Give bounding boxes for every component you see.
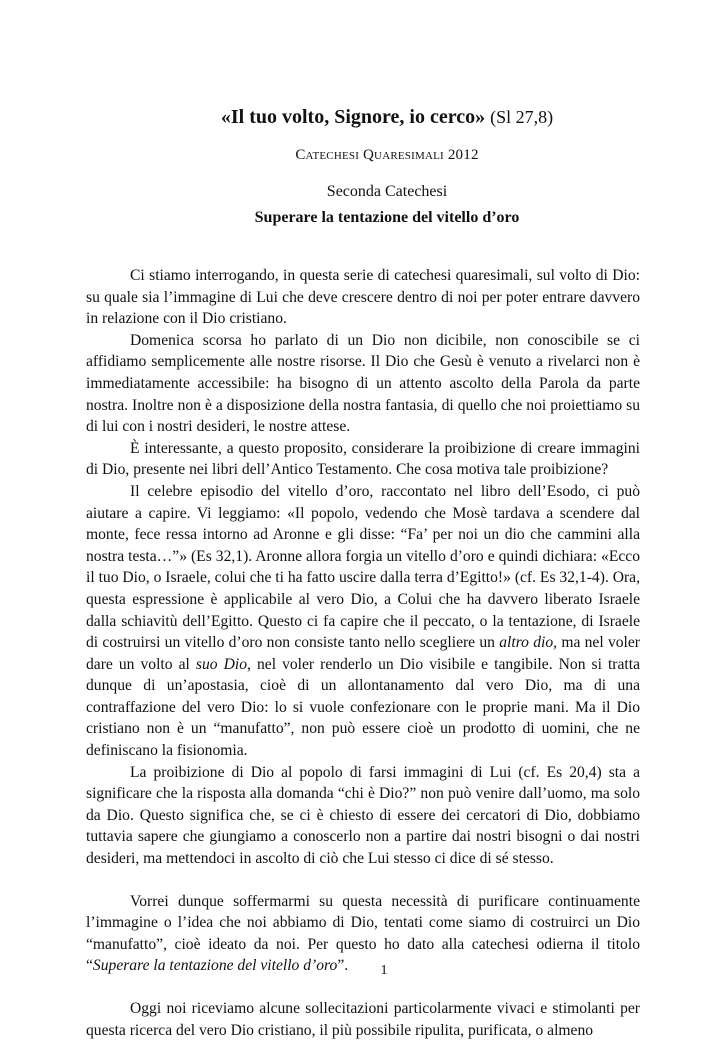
subtitle: Seconda Catechesi: [326, 183, 448, 200]
paragraph-2: Domenica scorsa ho parlato di un Dio non dicibile, non conoscibile se ci affidiamo semplicemente alle nostre risorse. Il Dio che Gesù è venuto a rivelarci non è immediatamente accessibile: ha bisogno di un attento ascolto della Parola da parte nostra. Inoltre non è a disposizione della nostra fantasia, di quello che noi proiettiamo su di lui con i nostri desideri, le nostre attese.: [86, 331, 640, 436]
paragraph-5: La proibizione di Dio al popolo di farsi immagini di Lui (cf. Es 20,4) sta a significare che la risposta alla domanda “chi è Dio?” non può venire dall’uomo, ma solo da Dio. Questo significa che, se ci è chiesto di essere dei cercatori di Dio, dobbiamo tuttavia sapere che giungiamo a conoscerlo non a partire dai nostri bisogni o dai nostri desideri, ma mettendoci in ascolto di ciò che Lui stesso ci dice di sé stesso.: [86, 763, 640, 868]
body-text: [86, 265, 640, 1041]
paragraph-7: Oggi noi riceviamo alcune sollecitazioni particolarmente vivaci e stimolanti per questa ricerca del vero Dio cristiano, il più possibile ripulita, purificata, o almeno: [86, 1000, 640, 1039]
document-title: [0, 103, 724, 131]
paragraph-4-italic-1: altro dio: [499, 634, 554, 652]
paragraph-4-italic-2: suo Dio: [195, 655, 248, 673]
section-heading: Superare la tentazione del vitello d’oro: [254, 209, 520, 226]
title-main: «Il tuo volto, Signore, io cerco»: [220, 106, 486, 128]
paragraph-4: [86, 481, 640, 762]
paragraph-4-part-b: , ma nel voler dare un volto al: [86, 634, 640, 673]
paragraph-6-italic: Superare la tentazione del vitello d’oro: [92, 957, 338, 975]
paragraph-4-part-a: Il celebre episodio del vitello d’oro, raccontato nel libro dell’Esodo, ci può aiutare a capire. Vi leggiamo: «Il popolo, vedendo che Mosè tardava a scendere dal monte, fece ressa intorno ad Aronne e gli disse: “Fa’ per noi un dio che cammini alla nostra testa…”» (Es 32,1). Aronne allora forgia un vitello d’oro e quindi dichiara: «Ecco il tuo Dio, o Israele, colui che ti ha fatto uscire dalla terra d’Egitto!» (cf. Es 32,1-4). Ora, questa espressione è applicabile al vero Dio, a Colui che ha davvero liberato Israele dalla schiavitù dell’Egitto. Questo ci fa capire che il peccato, o la tentazione, di Israele di costruirsi un vitello d’oro non consiste tanto nello scegliere un: [86, 482, 640, 652]
paragraph-3: È interessante, a questo proposito, considerare la proibizione di creare immagini di Dio, presente nei libri dell’Antico Testamento. Che cosa motiva tale proibizione?: [86, 439, 640, 479]
paragraph-4-part-c: , nel voler renderlo un Dio visibile e tangibile. Non si tratta dunque di un’apostasia, cioè di un allontanamento dal vero Dio, ma di una contraffazione del vero Dio: lo si vuole confezionare con le proprie mani. Ma il Dio cristiano non è un “manufatto”, non può essere cioè un prodotto di uomini, che ne definiscano la fisionomia.: [86, 655, 641, 760]
page-number: 1: [380, 963, 388, 978]
paragraph-6-part-b: ”.: [337, 957, 349, 975]
paragraph-1: Ci stiamo interrogando, in questa serie di catechesi quaresimali, sul volto di Dio: su quale sia l’immagine di Lui che deve crescere dentro di noi per poter entrare davvero in relazione con il Dio cristiano.: [86, 267, 640, 328]
title-reference: (Sl 27,8): [490, 107, 554, 127]
paragraph-6-part-a: Vorrei dunque soffermarmi su questa necessità di purificare continuamente l’immagine o l’idea che noi abbiamo di Dio, tentati come siamo di costruirci un Dio “manufatto”, cioè ideato da noi. Per questo ho dato alla catechesi odierna il titolo “: [86, 892, 640, 975]
series-label: Catechesi Quaresimali 2012: [295, 147, 479, 163]
